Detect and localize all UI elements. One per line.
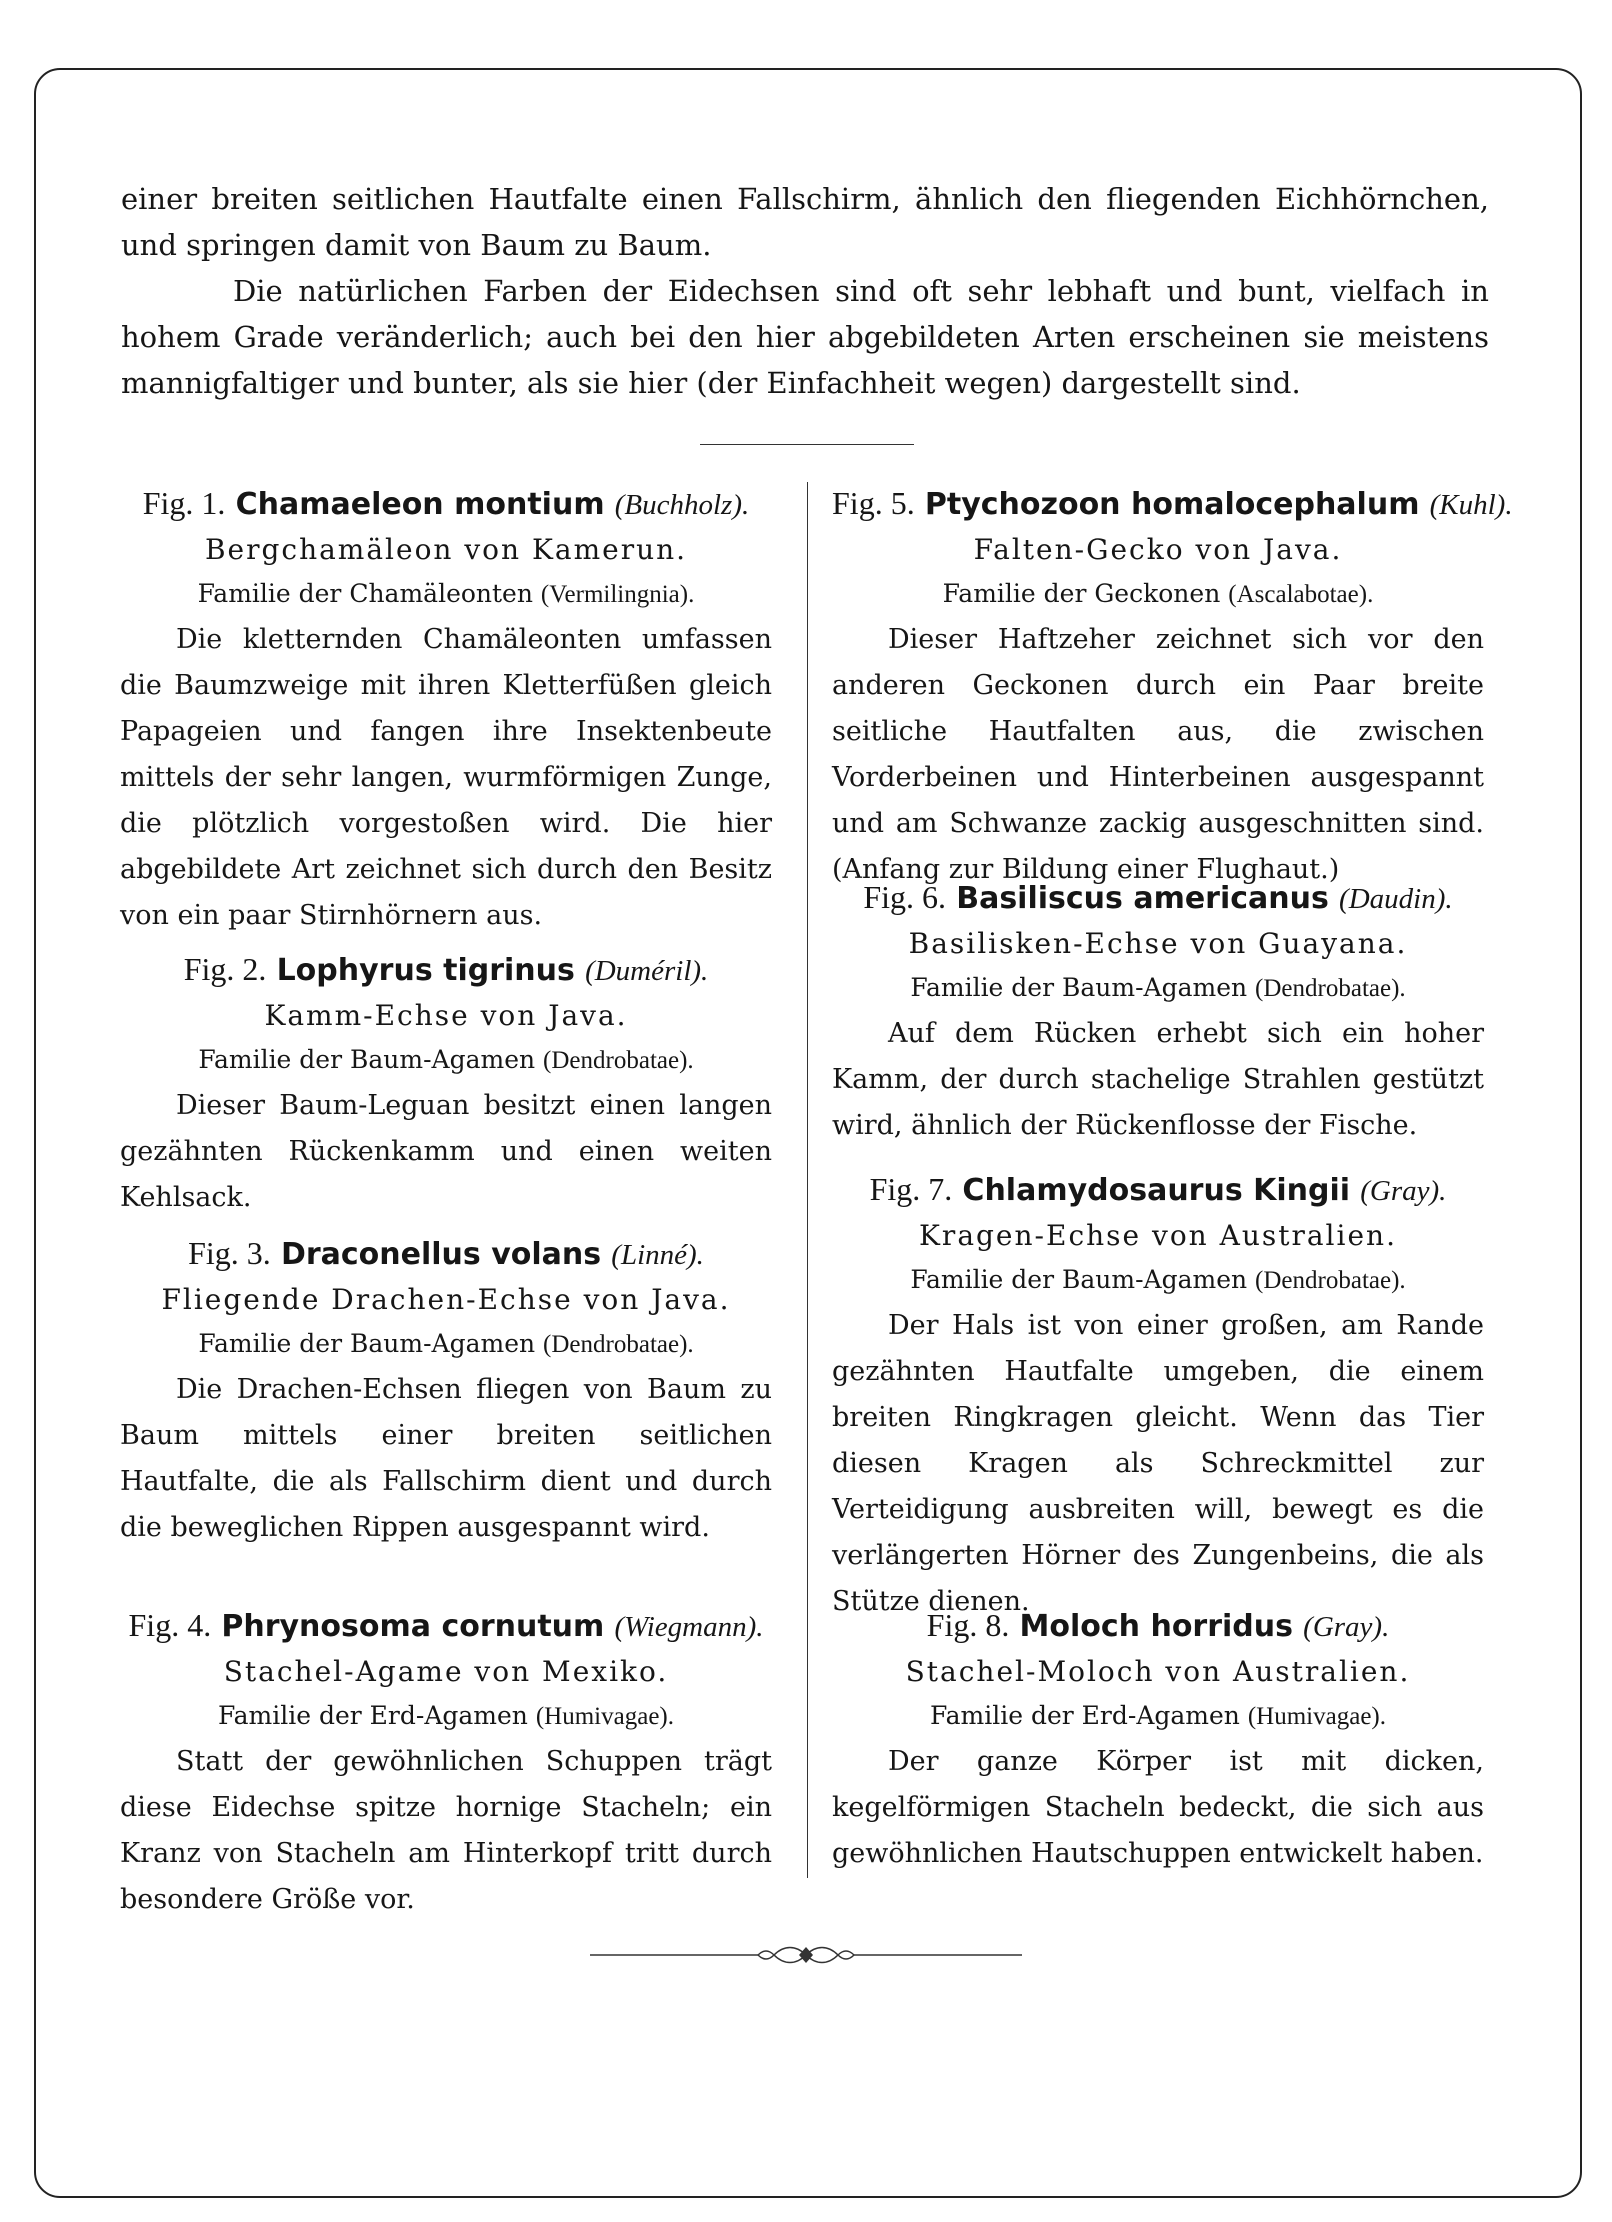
figure-description: Der Hals ist von einer großen, am Rande gezähnten Hautfalte umgeben, die einem breiten Ringkragen gleicht. Wenn das Tier diesen Kragen als Schreckmittel zur Verteidigung ausbreiten will, bewegt es die verlängerten Hörner des Zungenbeins, die als Stütze dienen. — [832, 1310, 1484, 1617]
family-name: Familie der Baum-Agamen — [910, 1265, 1248, 1294]
figure-heading — [120, 946, 772, 994]
figure-number: Fig. 1. — [142, 485, 226, 521]
figure-description: Dieser Haftzeher zeichnet sich vor den anderen Geckonen durch ein Paar breite seitliche Hautfalten aus, die zwischen Vorderbeinen und Hinterbeinen ausgespannt und am Schwanze zackig ausgeschnitten sind. (Anfang zur Bildung einer Flughaut.) — [832, 624, 1484, 885]
figure-number: Fig. 6. — [863, 879, 947, 915]
common-name: Stachel-Moloch von Australien. — [905, 1655, 1411, 1688]
scientific-name: Moloch horridus — [1019, 1609, 1293, 1644]
figure-entry-6 — [832, 874, 1484, 1149]
common-name: Basilisken-Echse von Guayana. — [908, 927, 1408, 960]
figure-number: Fig. 8. — [926, 1607, 1010, 1643]
figure-entry-3 — [120, 1230, 772, 1551]
scientific-name: Chlamydosaurus Kingii — [962, 1173, 1351, 1208]
figure-entry-5 — [832, 480, 1513, 893]
common-name: Fliegende Drachen-Echse von Java. — [161, 1283, 731, 1316]
family-name: Familie der Baum-Agamen — [198, 1329, 536, 1358]
family-latin: (Dendrobatae). — [1255, 975, 1406, 1002]
scientific-name: Phrynosoma cornutum — [221, 1609, 605, 1644]
figure-heading — [120, 1230, 772, 1278]
family-latin: (Humivagae). — [535, 1703, 674, 1730]
common-name: Falten-Gecko von Java. — [973, 533, 1343, 566]
figure-entry-7 — [832, 1166, 1484, 1625]
family-name: Familie der Geckonen — [942, 579, 1221, 608]
scientific-name: Ptychozoon homalocephalum — [924, 487, 1420, 522]
figure-description: Dieser Baum-Leguan besitzt einen langen gezähnten Rückenkamm und einen weiten Kehlsack. — [120, 1090, 772, 1213]
figure-heading — [832, 874, 1484, 922]
figure-entry-4 — [120, 1602, 772, 1923]
figure-entry-1 — [120, 480, 772, 939]
figure-number: Fig. 3. — [188, 1235, 271, 1271]
figure-description: Die Drachen-Echsen fliegen von Baum zu Baum mittels einer breiten seitlichen Hautfalte, die als Fallschirm dient und durch die beweglichen Rippen ausgespannt wird. — [120, 1374, 772, 1543]
intro-paragraph-1: einer breiten seitlichen Hautfalte einen Fallschirm, ähnlich den fliegenden Eichhörnchen, und springen damit von Baum zu Baum. — [121, 182, 1489, 262]
figure-heading — [832, 480, 1513, 528]
family-name: Familie der Erd-Agamen — [218, 1701, 528, 1730]
family-line — [120, 1038, 772, 1083]
author-name: (Linné). — [611, 1239, 704, 1271]
intro-paragraph-2: Die natürlichen Farben der Eidechsen sind oft sehr lebhaft und bunt, vielfach in hohem Grade veränderlich; auch bei den hier abgebildeten Arten erscheinen sie meistens mannigfaltiger und bunter, als sie hier (der Einfachheit wegen) dargestellt sind. — [121, 274, 1489, 400]
figure-heading — [832, 1166, 1484, 1214]
family-line — [120, 1322, 772, 1367]
family-line — [832, 572, 1484, 617]
figure-entry-2 — [120, 946, 772, 1221]
common-name: Stachel-Agame von Mexiko. — [223, 1655, 669, 1688]
family-name: Familie der Baum-Agamen — [910, 973, 1248, 1002]
author-name: (Daudin). — [1339, 883, 1453, 915]
section-divider — [700, 444, 914, 445]
figure-number: Fig. 4. — [128, 1607, 212, 1643]
figure-heading — [120, 1602, 772, 1650]
ornament-divider-icon — [590, 1942, 1022, 1968]
figure-description: Die kletternden Chamäleonten umfassen die Baumzweige mit ihren Kletterfüßen gleich Papageien und fangen ihre Insektenbeute mittels der sehr langen, wurmförmigen Zunge, die plötzlich vorgestoßen wird. Die hier abgebildete Art zeichnet sich durch den Besitz von ein paar Stirnhörnern aus. — [120, 624, 772, 931]
author-name: (Buchholz). — [614, 489, 750, 521]
figure-description: Statt der gewöhnlichen Schuppen trägt diese Eidechse spitze hornige Stacheln; ein Kranz von Stacheln am Hinterkopf tritt durch besondere Größe vor. — [120, 1746, 772, 1915]
scientific-name: Basiliscus americanus — [956, 881, 1329, 916]
family-name: Familie der Baum-Agamen — [198, 1045, 536, 1074]
family-latin: (Humivagae). — [1247, 1703, 1386, 1730]
family-line — [120, 572, 772, 617]
scientific-name: Draconellus volans — [280, 1237, 602, 1272]
author-name: (Gray). — [1360, 1175, 1447, 1207]
author-name: (Wiegmann). — [614, 1611, 764, 1643]
family-line — [120, 1694, 772, 1739]
scientific-name: Lophyrus tigrinus — [276, 953, 575, 988]
common-name: Kamm-Echse von Java. — [264, 999, 628, 1032]
figure-heading — [120, 480, 772, 528]
family-line — [832, 1694, 1484, 1739]
intro-text — [121, 176, 1489, 406]
family-latin: (Vermilingnia). — [540, 581, 695, 608]
author-name: (Kuhl). — [1429, 489, 1513, 521]
scientific-name: Chamaeleon montium — [235, 487, 605, 522]
common-name: Bergchamäleon von Kamerun. — [204, 533, 688, 566]
figure-entry-8 — [832, 1602, 1484, 1877]
figure-heading — [832, 1602, 1484, 1650]
family-name: Familie der Erd-Agamen — [930, 1701, 1240, 1730]
family-line — [832, 1258, 1484, 1303]
family-latin: (Ascalabotae). — [1228, 581, 1374, 608]
family-latin: (Dendrobatae). — [543, 1047, 694, 1074]
family-latin: (Dendrobatae). — [1255, 1267, 1406, 1294]
family-latin: (Dendrobatae). — [543, 1331, 694, 1358]
column-divider — [807, 482, 808, 1878]
family-name: Familie der Chamäleonten — [197, 579, 533, 608]
figure-number: Fig. 5. — [832, 485, 915, 521]
author-name: (Gray). — [1303, 1611, 1390, 1643]
figure-description: Der ganze Körper ist mit dicken, kegelförmigen Stacheln bedeckt, die sich aus gewöhnlichen Hautschuppen entwickelt haben. — [832, 1746, 1484, 1869]
figure-number: Fig. 2. — [183, 951, 267, 987]
figure-description: Auf dem Rücken erhebt sich ein hoher Kamm, der durch stachelige Strahlen gestützt wird, ähnlich der Rückenflosse der Fische. — [832, 1018, 1484, 1141]
author-name: (Duméril). — [585, 955, 709, 987]
figure-number: Fig. 7. — [869, 1171, 953, 1207]
common-name: Kragen-Echse von Australien. — [919, 1219, 1397, 1252]
family-line — [832, 966, 1484, 1011]
